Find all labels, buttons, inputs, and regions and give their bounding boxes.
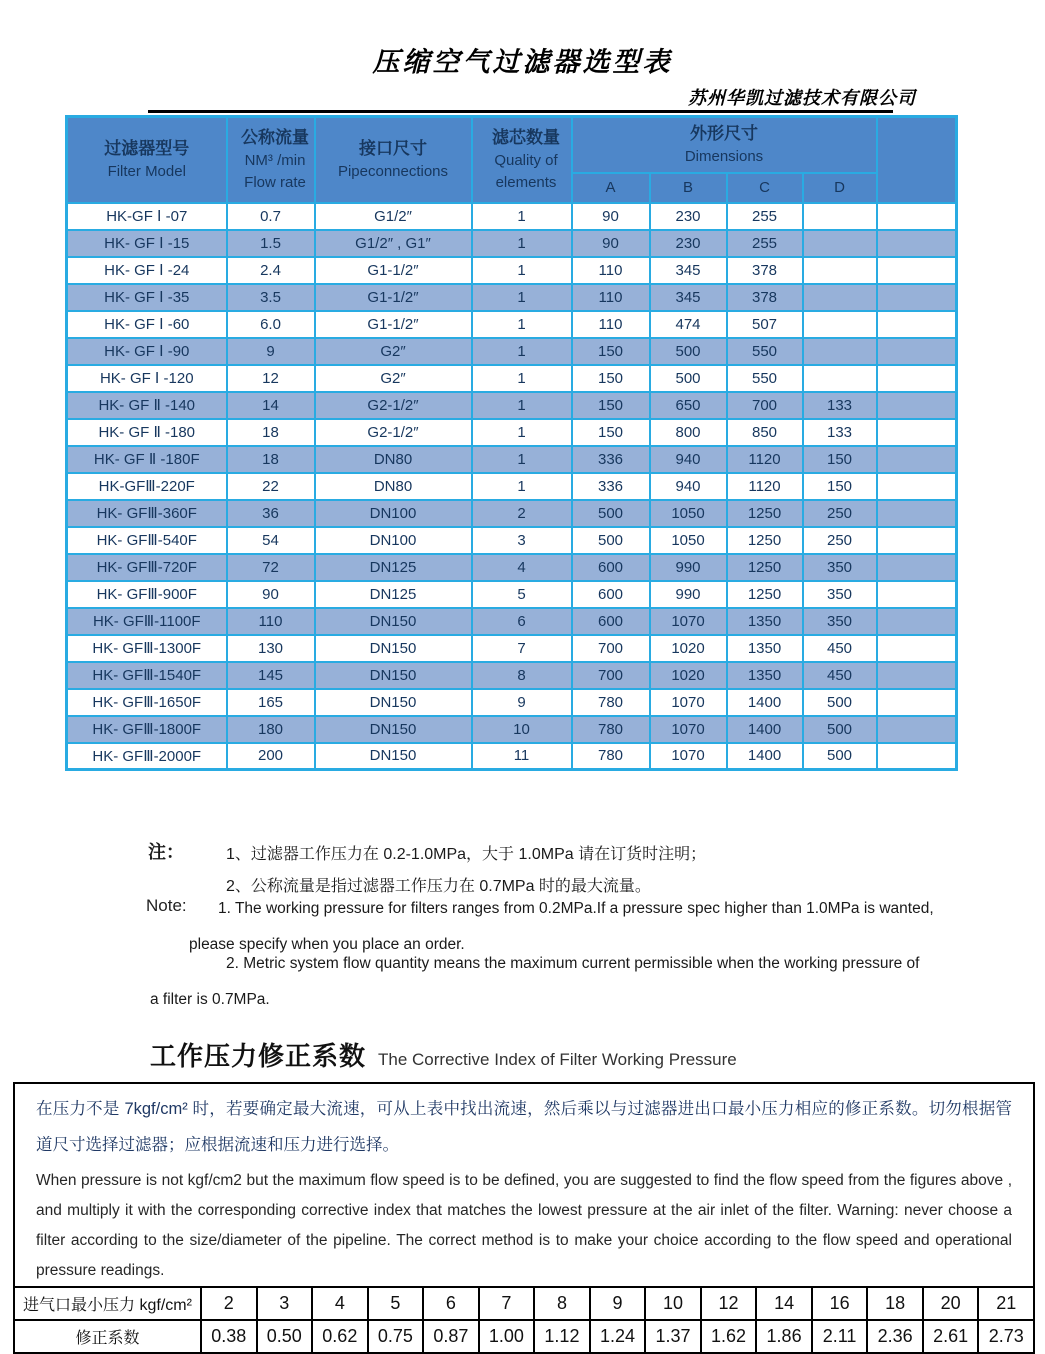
header-dim-c: C [727, 173, 803, 203]
cell-pipe: DN150 [315, 716, 472, 743]
table-row [67, 554, 957, 581]
table-row [67, 743, 957, 770]
cell-blank [877, 500, 957, 527]
cell-pipe: G1-1/2″ [315, 284, 472, 311]
cell-dim-a: 150 [572, 365, 650, 392]
cell-dim-b: 1070 [650, 716, 727, 743]
cell-dim-c: 1400 [727, 716, 803, 743]
header-dimensions [572, 117, 877, 173]
cell-dim-b: 1020 [650, 635, 727, 662]
header-dim-a: A [572, 173, 650, 203]
note-zh-line1: 1、过滤器工作压力在 0.2-1.0MPa，大于 1.0MPa 请在订货时注明； [226, 846, 707, 863]
cell-elements: 5 [472, 581, 572, 608]
cell-dim-c: 700 [727, 392, 803, 419]
cell-dim-d [803, 284, 877, 311]
cell-flow: 54 [227, 527, 315, 554]
table-row [67, 392, 957, 419]
cell-blank [877, 338, 957, 365]
table-row [67, 635, 957, 662]
header-elements-quantity-zh: 滤芯数量 [492, 127, 560, 147]
cell-dim-a: 150 [572, 419, 650, 446]
cell-dim-a: 780 [572, 743, 650, 770]
header-dim-d: D [803, 173, 877, 203]
table-row [67, 608, 957, 635]
note-en-line2: please specify when you place an order. [189, 936, 465, 953]
cell-dim-a: 600 [572, 554, 650, 581]
cell-dim-d: 133 [803, 419, 877, 446]
cell-elements: 2 [472, 500, 572, 527]
header-dim-b: B [650, 173, 727, 203]
cell-pipe: G1-1/2″ [315, 311, 472, 338]
cell-blank [877, 581, 957, 608]
cell-dim-c: 1350 [727, 635, 803, 662]
cell-model: HK- GF Ⅰ -60 [67, 311, 227, 338]
cell-dim-b: 800 [650, 419, 727, 446]
value-cell: 2.73 [978, 1320, 1034, 1353]
cell-blank [877, 419, 957, 446]
cell-dim-d [803, 338, 877, 365]
cell-elements: 1 [472, 365, 572, 392]
cell-dim-d [803, 311, 877, 338]
cell-pipe: DN125 [315, 581, 472, 608]
cell-dim-c: 1400 [727, 689, 803, 716]
cell-blank [877, 635, 957, 662]
cell-dim-d [803, 365, 877, 392]
cell-dim-c: 1350 [727, 608, 803, 635]
value-cell: 9 [590, 1287, 646, 1320]
cell-dim-b: 500 [650, 338, 727, 365]
cell-flow: 3.5 [227, 284, 315, 311]
cell-blank [877, 554, 957, 581]
cell-pipe: G1/2″ , G1″ [315, 230, 472, 257]
section-heading [150, 1036, 737, 1073]
header-filter-model-en: Filter Model [107, 162, 186, 180]
cell-flow: 12 [227, 365, 315, 392]
cell-dim-c: 378 [727, 257, 803, 284]
table-row [67, 311, 957, 338]
value-cell: 2.36 [867, 1320, 923, 1353]
cell-dim-c: 550 [727, 338, 803, 365]
cell-dim-c: 850 [727, 419, 803, 446]
cell-blank [877, 473, 957, 500]
cell-model: HK- GF Ⅰ -15 [67, 230, 227, 257]
value-cell: 1.86 [756, 1320, 812, 1353]
cell-blank [877, 257, 957, 284]
cell-dim-b: 1020 [650, 662, 727, 689]
cell-pipe: DN150 [315, 608, 472, 635]
cell-blank [877, 527, 957, 554]
cell-model: HK-GFⅢ-220F [67, 473, 227, 500]
table-row [67, 284, 957, 311]
cell-dim-a: 700 [572, 635, 650, 662]
cell-pipe: G1/2″ [315, 203, 472, 230]
cell-dim-c: 507 [727, 311, 803, 338]
cell-dim-d: 350 [803, 554, 877, 581]
table-row [67, 338, 957, 365]
cell-pipe: G1-1/2″ [315, 257, 472, 284]
section-heading-en: The Corrective Index of Filter Working Pressure [378, 1050, 737, 1069]
table-row [67, 230, 957, 257]
cell-elements: 1 [472, 446, 572, 473]
filter-selection-table [65, 115, 958, 771]
cell-blank [877, 392, 957, 419]
cell-dim-a: 90 [572, 203, 650, 230]
cell-dim-b: 1070 [650, 743, 727, 770]
cell-dim-a: 110 [572, 284, 650, 311]
cell-dim-c: 1350 [727, 662, 803, 689]
cell-dim-d: 250 [803, 527, 877, 554]
cell-dim-a: 780 [572, 716, 650, 743]
cell-dim-b: 500 [650, 365, 727, 392]
title-underline [148, 110, 893, 113]
cell-dim-b: 230 [650, 203, 727, 230]
table-row [67, 419, 957, 446]
cell-dim-b: 474 [650, 311, 727, 338]
value-cell: 1.37 [645, 1320, 701, 1353]
value-cell: 5 [368, 1287, 424, 1320]
cell-dim-a: 110 [572, 257, 650, 284]
note-en-line1: 1. The working pressure for filters ranges from 0.2MPa.If a pressure spec higher than 1.0MPa is wanted, [218, 900, 934, 917]
cell-flow: 2.4 [227, 257, 315, 284]
cell-dim-d: 450 [803, 635, 877, 662]
value-cell: 2.11 [812, 1320, 868, 1353]
table-row [67, 203, 957, 230]
cell-model: HK- GFⅢ-360F [67, 500, 227, 527]
value-cell: 0.87 [423, 1320, 479, 1353]
cell-flow: 14 [227, 392, 315, 419]
cell-blank [877, 365, 957, 392]
header-pipe-connections-zh: 接口尺寸 [359, 138, 427, 158]
cell-flow: 0.7 [227, 203, 315, 230]
value-cell: 0.75 [368, 1320, 424, 1353]
cell-pipe: DN150 [315, 635, 472, 662]
note-en-label: Note: [146, 896, 187, 915]
cell-dim-d: 500 [803, 689, 877, 716]
value-cell: 1.24 [590, 1320, 646, 1353]
table-row [14, 1320, 1034, 1353]
cell-flow: 110 [227, 608, 315, 635]
cell-elements: 1 [472, 338, 572, 365]
cell-dim-c: 1250 [727, 554, 803, 581]
cell-dim-d: 150 [803, 446, 877, 473]
cell-elements: 7 [472, 635, 572, 662]
cell-blank [877, 608, 957, 635]
cell-dim-b: 990 [650, 554, 727, 581]
cell-model: HK- GFⅢ-540F [67, 527, 227, 554]
cell-dim-b: 650 [650, 392, 727, 419]
cell-flow: 18 [227, 419, 315, 446]
value-cell: 16 [812, 1287, 868, 1320]
cell-dim-d: 500 [803, 716, 877, 743]
cell-dim-c: 1120 [727, 446, 803, 473]
cell-flow: 90 [227, 581, 315, 608]
cell-dim-a: 780 [572, 689, 650, 716]
correction-index-table [13, 1286, 1035, 1354]
cell-elements: 1 [472, 473, 572, 500]
cell-pipe: G2″ [315, 338, 472, 365]
cell-model: HK- GF Ⅰ -90 [67, 338, 227, 365]
correction-text-zh: 在压力不是 7kgf/cm² 时，若要确定最大流速，可从上表中找出流速，然后乘以与过滤器进出口最小压力相应的修正系数。切勿根据管道尺寸选择过滤器；应根据流速和压力进行选择。 [36, 1100, 1012, 1154]
cell-model: HK- GF Ⅱ -140 [67, 392, 227, 419]
cell-blank [877, 230, 957, 257]
correction-box [13, 1082, 1035, 1347]
header-flow-rate [227, 117, 315, 203]
cell-dim-b: 345 [650, 284, 727, 311]
table-row [67, 257, 957, 284]
cell-dim-b: 990 [650, 581, 727, 608]
row-label: 修正系数 [14, 1320, 201, 1353]
company-name: 苏州华凯过滤技术有限公司 [688, 88, 916, 109]
table-row [67, 662, 957, 689]
cell-model: HK- GF Ⅰ -24 [67, 257, 227, 284]
table-row [67, 446, 957, 473]
cell-dim-a: 150 [572, 338, 650, 365]
cell-dim-c: 1250 [727, 581, 803, 608]
table-row [67, 500, 957, 527]
note-en-line4: a filter is 0.7MPa. [150, 991, 270, 1008]
cell-dim-b: 230 [650, 230, 727, 257]
cell-elements: 10 [472, 716, 572, 743]
cell-dim-c: 1400 [727, 743, 803, 770]
cell-model: HK- GFⅢ-720F [67, 554, 227, 581]
cell-model: HK- GF Ⅰ -120 [67, 365, 227, 392]
cell-pipe: DN125 [315, 554, 472, 581]
cell-dim-d: 250 [803, 500, 877, 527]
note-zh-label: 注： [148, 842, 184, 863]
header-flow-rate-en: Flow rate [244, 173, 306, 191]
cell-flow: 18 [227, 446, 315, 473]
cell-dim-d [803, 230, 877, 257]
header-blank-column [877, 117, 957, 203]
cell-flow: 145 [227, 662, 315, 689]
header-pipe-connections [315, 117, 472, 203]
cell-dim-b: 1070 [650, 689, 727, 716]
value-cell: 2 [201, 1287, 257, 1320]
cell-model: HK-GF Ⅰ -07 [67, 203, 227, 230]
cell-dim-b: 940 [650, 446, 727, 473]
cell-pipe: DN80 [315, 446, 472, 473]
cell-dim-a: 700 [572, 662, 650, 689]
cell-pipe: DN100 [315, 500, 472, 527]
cell-dim-d: 450 [803, 662, 877, 689]
cell-elements: 4 [472, 554, 572, 581]
table-row [67, 365, 957, 392]
value-cell: 20 [923, 1287, 979, 1320]
cell-dim-d: 350 [803, 581, 877, 608]
cell-pipe: DN150 [315, 662, 472, 689]
note-en-line3: 2. Metric system flow quantity means the maximum current permissible when the working pressure of [226, 955, 920, 972]
cell-dim-b: 940 [650, 473, 727, 500]
cell-dim-a: 90 [572, 230, 650, 257]
filter-table-body [67, 203, 957, 770]
cell-dim-d: 500 [803, 743, 877, 770]
cell-elements: 3 [472, 527, 572, 554]
header-elements-quantity-en2: elements [495, 173, 557, 191]
value-cell: 0.38 [201, 1320, 257, 1353]
cell-elements: 1 [472, 257, 572, 284]
value-cell: 1.00 [479, 1320, 535, 1353]
cell-blank [877, 446, 957, 473]
correction-table-body [14, 1287, 1034, 1353]
value-cell: 7 [479, 1287, 535, 1320]
cell-dim-b: 1050 [650, 527, 727, 554]
cell-blank [877, 311, 957, 338]
cell-flow: 1.5 [227, 230, 315, 257]
value-cell: 4 [312, 1287, 368, 1320]
value-cell: 21 [978, 1287, 1034, 1320]
table-row [67, 689, 957, 716]
cell-elements: 1 [472, 392, 572, 419]
table-row [67, 716, 957, 743]
cell-dim-c: 255 [727, 203, 803, 230]
cell-dim-c: 1250 [727, 527, 803, 554]
cell-blank [877, 284, 957, 311]
cell-elements: 1 [472, 203, 572, 230]
cell-dim-b: 1050 [650, 500, 727, 527]
cell-model: HK- GF Ⅰ -35 [67, 284, 227, 311]
table-row [14, 1287, 1034, 1320]
cell-model: HK- GFⅢ-1800F [67, 716, 227, 743]
header-elements-quantity-en1: Quality of [494, 151, 558, 169]
cell-elements: 8 [472, 662, 572, 689]
value-cell: 1.12 [534, 1320, 590, 1353]
cell-flow: 9 [227, 338, 315, 365]
cell-blank [877, 662, 957, 689]
cell-elements: 1 [472, 230, 572, 257]
cell-pipe: DN150 [315, 689, 472, 716]
value-cell: 0.62 [312, 1320, 368, 1353]
cell-model: HK- GFⅢ-2000F [67, 743, 227, 770]
cell-model: HK- GFⅢ-1100F [67, 608, 227, 635]
cell-elements: 1 [472, 284, 572, 311]
header-filter-model [67, 117, 227, 203]
value-cell: 8 [534, 1287, 590, 1320]
note-zh-line2: 2、公称流量是指过滤器工作压力在 0.7MPa 时的最大流量。 [226, 878, 651, 895]
cell-model: HK- GF Ⅱ -180 [67, 419, 227, 446]
cell-flow: 72 [227, 554, 315, 581]
cell-pipe: G2-1/2″ [315, 392, 472, 419]
cell-flow: 22 [227, 473, 315, 500]
value-cell: 14 [756, 1287, 812, 1320]
cell-dim-c: 378 [727, 284, 803, 311]
cell-flow: 6.0 [227, 311, 315, 338]
cell-dim-b: 345 [650, 257, 727, 284]
section-heading-zh: 工作压力修正系数 [150, 1041, 367, 1071]
cell-dim-a: 600 [572, 608, 650, 635]
header-pipe-connections-en: Pipeconnections [337, 162, 449, 180]
cell-dim-d: 133 [803, 392, 877, 419]
cell-blank [877, 716, 957, 743]
cell-elements: 11 [472, 743, 572, 770]
value-cell: 10 [645, 1287, 701, 1320]
cell-pipe: DN100 [315, 527, 472, 554]
cell-dim-d: 350 [803, 608, 877, 635]
cell-dim-c: 550 [727, 365, 803, 392]
value-cell: 2.61 [923, 1320, 979, 1353]
header-row-top [67, 117, 957, 173]
header-elements-quantity [472, 117, 572, 203]
cell-model: HK- GFⅢ-1650F [67, 689, 227, 716]
table-row [67, 527, 957, 554]
cell-dim-c: 1120 [727, 473, 803, 500]
cell-pipe: G2-1/2″ [315, 419, 472, 446]
cell-pipe: DN80 [315, 473, 472, 500]
cell-pipe: DN150 [315, 743, 472, 770]
cell-flow: 200 [227, 743, 315, 770]
cell-dim-a: 600 [572, 581, 650, 608]
value-cell: 12 [701, 1287, 757, 1320]
header-flow-rate-unit: NM³ /min [244, 151, 306, 169]
cell-dim-c: 255 [727, 230, 803, 257]
cell-dim-d: 150 [803, 473, 877, 500]
cell-dim-d [803, 203, 877, 230]
correction-box-text [15, 1084, 1033, 1286]
value-cell: 18 [867, 1287, 923, 1320]
cell-model: HK- GFⅢ-1540F [67, 662, 227, 689]
value-cell: 3 [257, 1287, 313, 1320]
table-row [67, 473, 957, 500]
cell-flow: 130 [227, 635, 315, 662]
value-cell: 6 [423, 1287, 479, 1320]
header-dimensions-zh: 外形尺寸 [690, 123, 758, 143]
cell-blank [877, 689, 957, 716]
cell-elements: 9 [472, 689, 572, 716]
cell-blank [877, 203, 957, 230]
correction-text-en: When pressure is not kgf/cm2 but the maximum flow speed is to be defined, you are suggested to find the flow speed from the figures above , and multiply it with the corresponding corrective index that matches the lowest pressure at the air inlet of the filter. Warning: never choose a filter according to the size/diameter of the pipeline. The correct method is to make your choice according to the flow speed and operational pressure readings. [36, 1172, 1012, 1279]
cell-dim-a: 500 [572, 527, 650, 554]
cell-dim-a: 500 [572, 500, 650, 527]
cell-pipe: G2″ [315, 365, 472, 392]
cell-dim-a: 336 [572, 446, 650, 473]
cell-dim-d [803, 257, 877, 284]
cell-dim-c: 1250 [727, 500, 803, 527]
header-flow-rate-zh: 公称流量 [241, 127, 309, 147]
cell-elements: 1 [472, 311, 572, 338]
cell-model: HK- GFⅢ-1300F [67, 635, 227, 662]
value-cell: 0.50 [257, 1320, 313, 1353]
cell-blank [877, 743, 957, 770]
cell-flow: 36 [227, 500, 315, 527]
header-dimensions-en: Dimensions [684, 147, 764, 165]
cell-dim-a: 110 [572, 311, 650, 338]
cell-model: HK- GF Ⅱ -180F [67, 446, 227, 473]
cell-model: HK- GFⅢ-900F [67, 581, 227, 608]
row-label: 进气口最小压力 kgf/cm² [14, 1287, 201, 1320]
header-filter-model-zh: 过滤器型号 [104, 138, 190, 158]
cell-dim-b: 1070 [650, 608, 727, 635]
cell-elements: 1 [472, 419, 572, 446]
cell-elements: 6 [472, 608, 572, 635]
cell-flow: 180 [227, 716, 315, 743]
page-title: 压缩空气过滤器选型表 [372, 47, 673, 78]
value-cell: 1.62 [701, 1320, 757, 1353]
table-row [67, 581, 957, 608]
cell-flow: 165 [227, 689, 315, 716]
cell-dim-a: 150 [572, 392, 650, 419]
cell-dim-a: 336 [572, 473, 650, 500]
